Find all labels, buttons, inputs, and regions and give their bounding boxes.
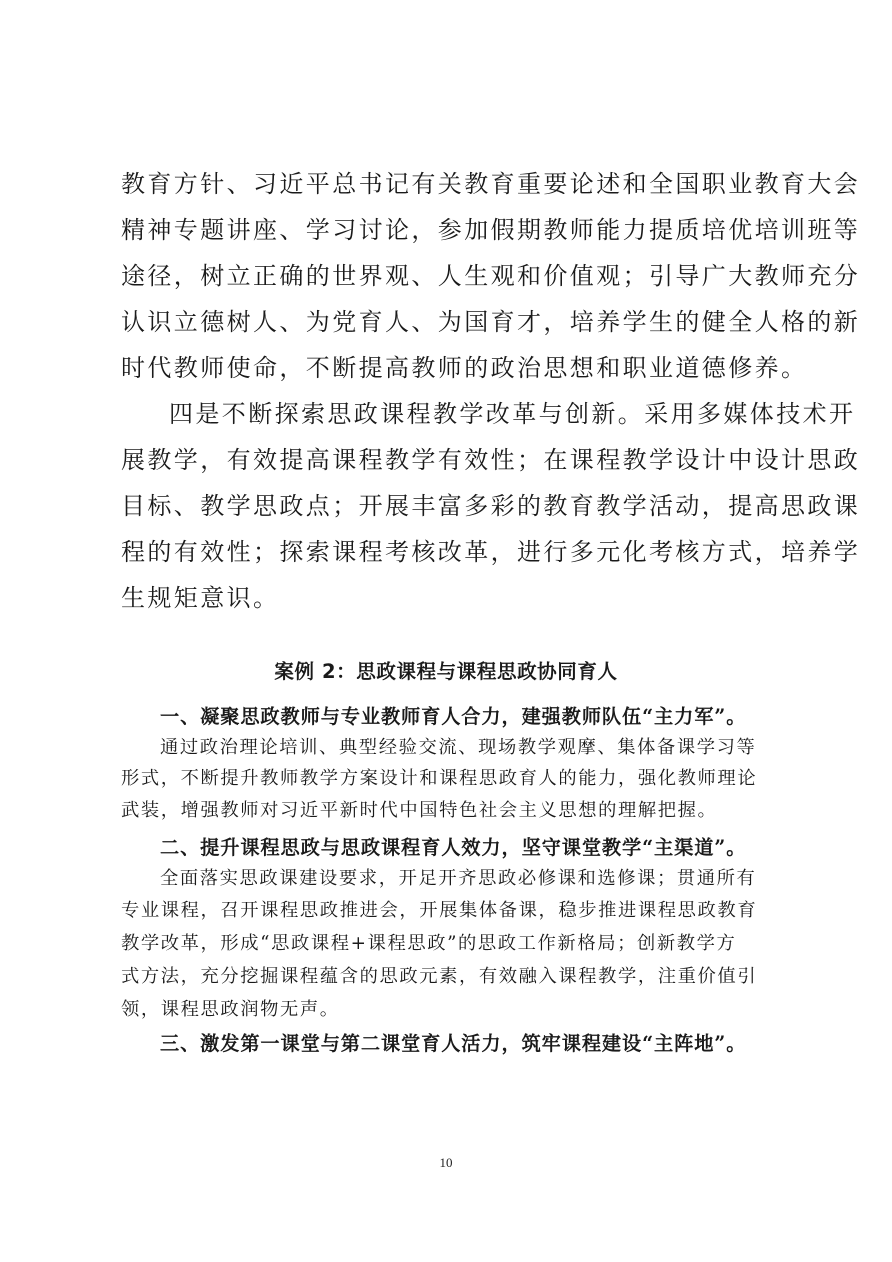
point-four-line: 目标、教学思政点；开展丰富多彩的教育教学活动，提高思政课 — [121, 492, 861, 520]
case-title: 案例 2：思政课程与课程思政协同育人 — [274, 660, 618, 683]
section-line: 专业课程，召开课程思政推进会，开展集体备课，稳步推进课程思政教育 — [121, 900, 758, 921]
section-line: 全面落实思政课建设要求，开足开齐思政必修课和选修课；贯通所有 — [160, 868, 757, 889]
section-line: 式方法，充分挖掘课程蕴含的思政元素，有效融入课程教学，注重价值引 — [121, 966, 758, 987]
section-line: 教学改革，形成“思政课程+课程思政”的思政工作新格局；创新教学方 — [121, 933, 737, 954]
point-four-line: 程的有效性；探索课程考核改革，进行多元化考核方式，培养学 — [121, 538, 861, 566]
point-four-line: 四是不断探索思政课程教学改革与创新。采用多媒体技术开 — [169, 400, 856, 428]
section-heading: 一、凝聚思政教师与专业教师育人合力，建强教师队伍“主力军”。 — [160, 705, 747, 728]
section-line: 形式，不断提升教师教学方案设计和课程思政育人的能力，强化教师理论 — [121, 768, 758, 789]
intro-line: 途径，树立正确的世界观、人生观和价值观；引导广大教师充分 — [121, 262, 861, 290]
section-line: 通过政治理论培训、典型经验交流、现场教学观摩、集体备课学习等 — [160, 737, 757, 758]
point-four-line: 展教学，有效提高课程教学有效性；在课程教学设计中设计思政 — [121, 446, 861, 474]
section-heading: 三、激发第一课堂与第二课堂育人活力，筑牢课程建设“主阵地”。 — [160, 1032, 747, 1055]
section-heading: 二、提升课程思政与思政课程育人效力，坚守课堂教学“主渠道”。 — [160, 836, 747, 859]
intro-line: 认识立德树人、为党育人、为国育才，培养学生的健全人格的新 — [121, 308, 861, 336]
section-line: 领，课程思政润物无声。 — [121, 999, 340, 1020]
intro-line: 教育方针、习近平总书记有关教育重要论述和全国职业教育大会 — [121, 170, 861, 198]
section-line: 武装，增强教师对习近平新时代中国特色社会主义思想的理解把握。 — [121, 800, 718, 821]
point-four-line: 生规矩意识。 — [121, 584, 280, 612]
page-number: 10 — [439, 1155, 453, 1170]
intro-line: 时代教师使命，不断提高教师的政治思想和职业道德修养。 — [121, 354, 808, 382]
intro-line: 精神专题讲座、学习讨论，参加假期教师能力提质培优培训班等 — [121, 216, 861, 244]
